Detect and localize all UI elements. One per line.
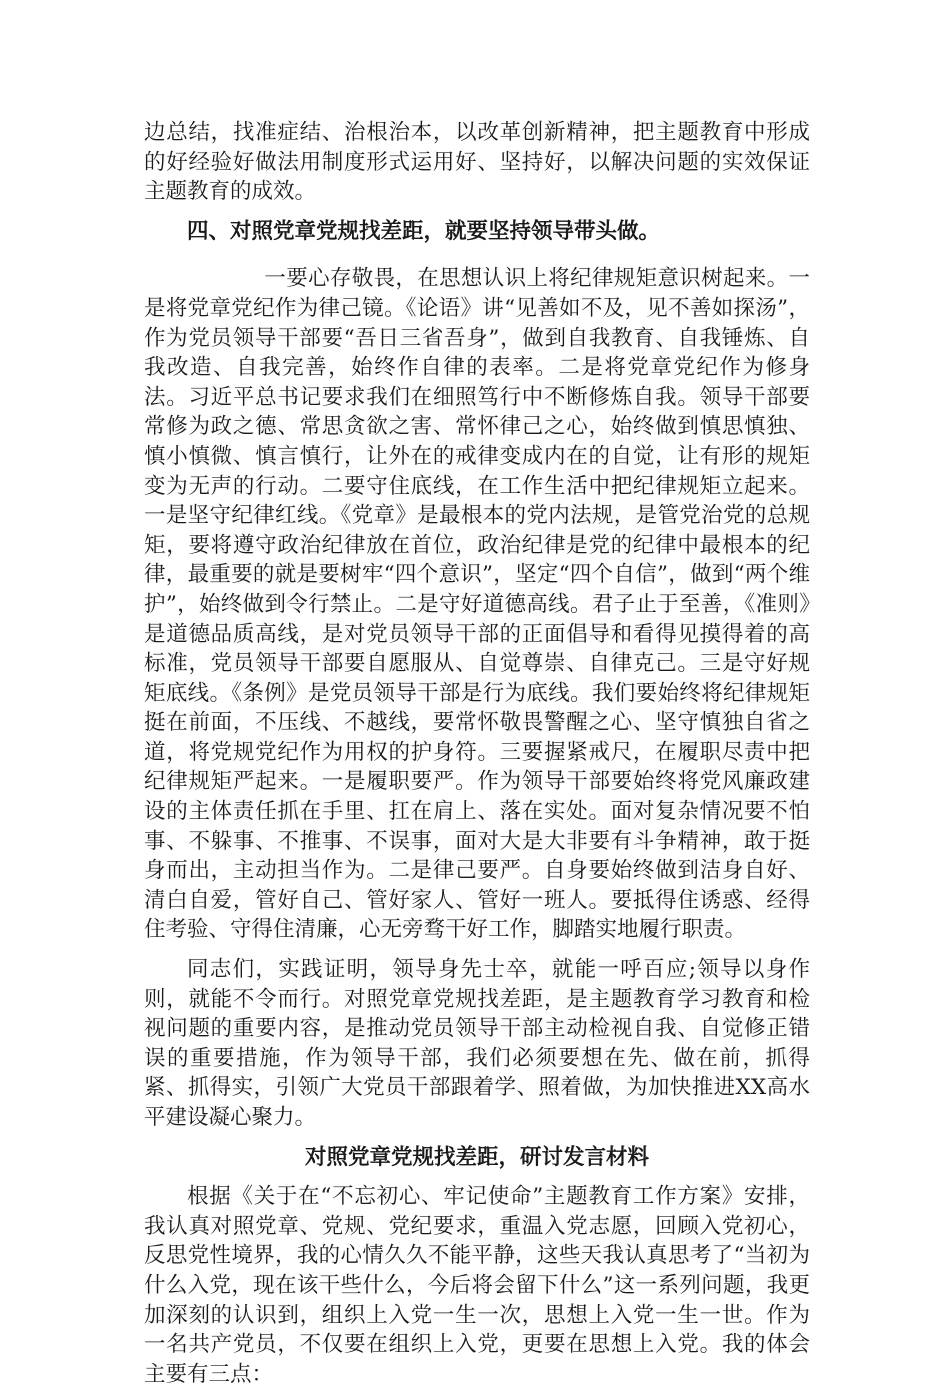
spacer [144,246,810,264]
spacer [144,1172,810,1182]
section-heading-four: 四、对照党章党规找差距，就要坚持领导带头做。 [187,218,661,244]
paragraph-comrades: 同志们，实践证明，领导身先士卒，就能一呼百应;领导以身作则，就能不令而行。对照党章党规找差距，是主题教育学习教育和检视问题的重要内容，是推动党员领导干部主动检视自我、自觉修正错误的重要措施，作为领导干部，我们必须要想在先、做在前，抓得紧、抓得实，引领广大党员干部跟着学、照着做，为加快推进XX高水平建设凝心聚力。 [144,957,810,1130]
paragraph-according: 根据《关于在“不忘初心、牢记使命”主题教育工作方案》安排，我认真对照党章、党规、党纪要求，重温入党志愿，回顾入党初心，反思党性境界，我的心情久久不能平静，这些天我认真思考了“当初为什么入党，现在该干些什么，今后将会留下什么”这一系列问题，我更加深刻的认识到，组织上入党一生一次，思想上入党一生一世。作为一名共产党员，不仅要在组织上入党，更要在思想上入党。我的体会主要有三点： [144,1184,810,1387]
paragraph-intro: 边总结，找准症结、治根治本，以改革创新精神，把主题教育中形成的好经验好做法用制度形式运用好、坚持好，以解决问题的实效保证主题教育的成效。 [144,120,810,205]
document-page [144,118,810,1389]
spacer [144,945,810,955]
spacer [144,207,810,217]
spacer [144,1133,810,1143]
speech-title: 对照党章党规找差距，研讨发言材料 [304,1144,649,1170]
paragraph-discipline: 一要心存敬畏，在思想认识上将纪律规矩意识树起来。一是将党章党纪作为律己镜。《论语》讲“见善如不及，见不善如探汤”，作为党员领导干部要“吾日三省吾身”，做到自我教育、自我锤炼、自我改造、自我完善，始终作自律的表率。二是将党章党纪作为修身法。习近平总书记要求我们在细照笃行中不断修炼自我。领导干部要常修为政之德、常思贪欲之害、常怀律己之心，始终做到慎思慎独、慎小慎微、慎言慎行，让外在的戒律变成内在的自觉，让有形的规矩变为无声的行动。二要守住底线，在工作生活中把纪律规矩立起来。一是坚守纪律红线。《党章》是最根本的党内法规，是管党治党的总规矩，要将遵守政治纪律放在首位，政治纪律是党的纪律中最根本的纪律，最重要的就是要树牢“四个意识”，坚定“四个自信”，做到“两个维护”，始终做到令行禁止。二是守好道德高线。君子止于至善，《准则》是道德品质高线，是对党员领导干部的正面倡导和看得见摸得着的高标准，党员领导干部要自愿服从、自觉尊崇、自律克己。三是守好规矩底线。《条例》是党员领导干部是行为底线。我们要始终将纪律规矩挺在前面，不压线、不越线，要常怀敬畏警醒之心、坚守慎独自省之道，将党规党纪作为用权的护身符。三要握紧戒尺，在履职尽责中把纪律规矩严起来。一是履职要严。作为领导干部要始终将党风廉政建设的主体责任抓在手里、扛在肩上、落在实处。面对复杂情况要不怕事、不躲事、不推事、不误事，面对大是大非要有斗争精神，敢于挺身而出，主动担当作为。二是律己要严。自身要始终做到洁身自好、清白自爱，管好自己、管好家人、管好一班人。要抵得住诱惑、经得住考验、守得住清廉，心无旁骛干好工作，脚踏实地履行职责。 [144,266,810,943]
